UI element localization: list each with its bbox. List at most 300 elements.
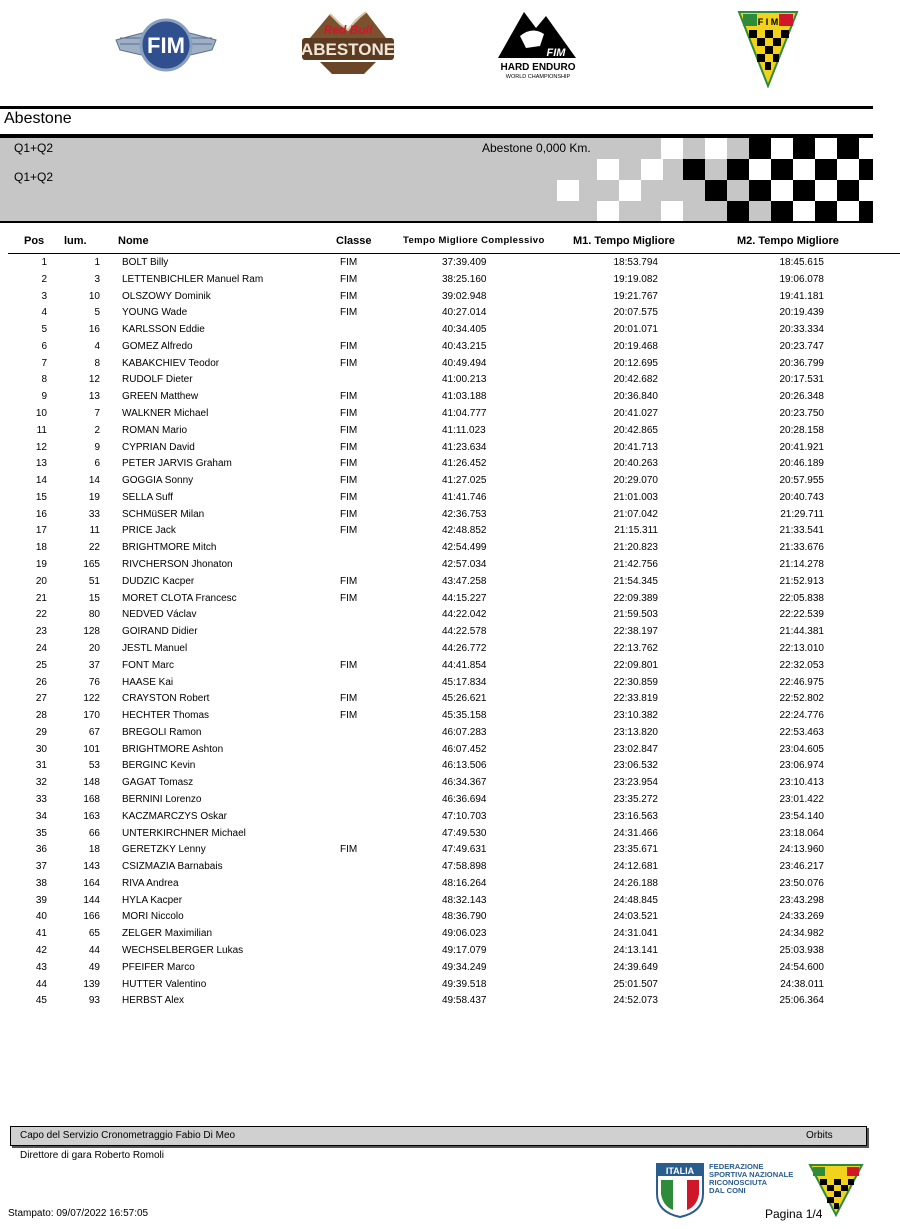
rider-name-cell: SCHMüSER Milan <box>122 508 205 520</box>
pos-cell: 13 <box>35 458 47 470</box>
number-cell: 22 <box>88 542 100 554</box>
m1-best-cell: 20:42.865 <box>613 424 658 436</box>
pos-cell: 16 <box>35 508 47 520</box>
pos-cell: 28 <box>35 710 47 722</box>
best-total-cell: 44:22.578 <box>442 626 487 638</box>
m1-best-cell: 24:52.073 <box>613 995 658 1007</box>
pos-cell: 36 <box>35 844 47 856</box>
m1-best-cell: 20:41.027 <box>613 408 658 420</box>
rider-name-cell: SELLA Suff <box>122 491 173 503</box>
rider-name-cell: UNTERKIRCHNER Michael <box>122 827 246 839</box>
number-cell: 165 <box>83 559 100 571</box>
m2-best-cell: 24:54.600 <box>779 961 824 973</box>
table-row <box>0 473 900 490</box>
abestone-logo <box>300 8 396 78</box>
table-row <box>0 607 900 624</box>
best-total-cell: 42:36.753 <box>442 508 487 520</box>
m1-best-cell: 24:12.681 <box>613 861 658 873</box>
rider-name-cell: GERETZKY Lenny <box>122 844 206 856</box>
m2-best-cell: 22:24.776 <box>779 710 824 722</box>
m2-best-cell: 23:54.140 <box>779 810 824 822</box>
pos-cell: 3 <box>41 290 47 302</box>
number-cell: 4 <box>94 340 100 352</box>
best-total-cell: 45:35.158 <box>442 710 487 722</box>
rider-name-cell: HUTTER Valentino <box>122 978 207 990</box>
m1-best-cell: 22:09.801 <box>613 659 658 671</box>
rider-name-cell: HERBST Alex <box>122 995 185 1007</box>
best-total-cell: 41:00.213 <box>442 374 487 386</box>
rider-name-cell: GREEN Matthew <box>122 391 199 403</box>
best-total-cell: 46:07.452 <box>442 743 487 755</box>
class-cell: FIM <box>340 273 358 285</box>
table-row <box>0 675 900 692</box>
best-total-cell: 42:54.499 <box>442 542 487 554</box>
number-cell: 37 <box>88 659 100 671</box>
rider-name-cell: PETER JARVIS Graham <box>122 458 232 470</box>
number-cell: 164 <box>83 877 100 889</box>
class-cell: FIM <box>340 710 358 722</box>
best-total-cell: 41:04.777 <box>442 408 487 420</box>
m1-best-cell: 22:13.762 <box>613 642 658 654</box>
best-total-cell: 47:49.530 <box>442 827 487 839</box>
table-row <box>0 557 900 574</box>
rider-name-cell: BRIGHTMORE Mitch <box>122 542 217 554</box>
best-total-cell: 48:16.264 <box>442 877 487 889</box>
number-cell: 163 <box>83 810 100 822</box>
m2-best-cell: 21:14.278 <box>779 559 824 571</box>
number-cell: 65 <box>88 928 100 940</box>
pos-cell: 37 <box>35 861 47 873</box>
best-total-cell: 41:03.188 <box>442 391 487 403</box>
m2-best-cell: 21:33.676 <box>779 542 824 554</box>
number-cell: 80 <box>88 609 100 621</box>
rider-name-cell: NEDVED Václav <box>122 609 197 621</box>
pos-cell: 4 <box>41 307 47 319</box>
m1-best-cell: 23:35.671 <box>613 844 658 856</box>
m1-best-cell: 20:29.070 <box>613 475 658 487</box>
class-cell: FIM <box>340 575 358 587</box>
rider-name-cell: WECHSELBERGER Lukas <box>122 944 244 956</box>
pos-cell: 41 <box>35 928 47 940</box>
table-row <box>0 809 900 826</box>
pos-cell: 40 <box>35 911 47 923</box>
table-row <box>0 389 900 406</box>
m2-best-cell: 23:50.076 <box>779 877 824 889</box>
session-label-2: Q1+Q2 <box>14 170 54 184</box>
m2-best-cell: 19:06.078 <box>779 273 824 285</box>
m2-best-cell: 23:43.298 <box>779 894 824 906</box>
rider-name-cell: JESTL Manuel <box>122 642 188 654</box>
m2-best-cell: 20:41.921 <box>779 441 824 453</box>
m2-best-cell: 24:34.982 <box>779 928 824 940</box>
m2-best-cell: 20:33.334 <box>779 324 824 336</box>
best-total-cell: 46:34.367 <box>442 777 487 789</box>
class-cell: FIM <box>340 408 358 420</box>
best-total-cell: 45:17.834 <box>442 676 487 688</box>
svg-text:ITALIA: ITALIA <box>665 1166 695 1176</box>
col-header-num: lum. <box>64 235 87 247</box>
rider-name-cell: PRICE Jack <box>122 525 176 537</box>
best-total-cell: 40:34.405 <box>442 324 487 336</box>
number-cell: 51 <box>88 575 100 587</box>
m1-best-cell: 21:01.003 <box>613 491 658 503</box>
class-cell: FIM <box>340 525 358 537</box>
page-number: Pagina 1/4 <box>765 1207 823 1221</box>
pos-cell: 22 <box>35 609 47 621</box>
pos-cell: 42 <box>35 944 47 956</box>
m1-best-cell: 20:19.468 <box>613 340 658 352</box>
m2-best-cell: 21:33.541 <box>779 525 824 537</box>
number-cell: 148 <box>83 777 100 789</box>
pos-cell: 21 <box>35 592 47 604</box>
table-row <box>0 893 900 910</box>
number-cell: 11 <box>89 525 100 537</box>
m2-best-cell: 25:06.364 <box>779 995 824 1007</box>
m2-best-cell: 23:46.217 <box>779 861 824 873</box>
class-cell: FIM <box>340 475 358 487</box>
m2-best-cell: 20:23.750 <box>779 408 824 420</box>
best-total-cell: 46:13.506 <box>442 760 487 772</box>
rider-name-cell: KARLSSON Eddie <box>122 324 205 336</box>
rider-name-cell: RIVA Andrea <box>122 877 179 889</box>
coni-line-3: RICONOSCIUTA <box>709 1178 768 1187</box>
m2-best-cell: 20:57.955 <box>779 475 824 487</box>
hard-enduro-logo <box>488 6 588 80</box>
best-total-cell: 49:06.023 <box>442 928 487 940</box>
number-cell: 6 <box>94 458 100 470</box>
m1-best-cell: 24:31.466 <box>613 827 658 839</box>
rider-name-cell: CRAYSTON Robert <box>122 693 210 705</box>
pos-cell: 1 <box>41 257 47 268</box>
pos-cell: 39 <box>35 894 47 906</box>
m2-best-cell: 22:32.053 <box>779 659 824 671</box>
circuit-label: Abestone 0,000 Km. <box>482 141 591 155</box>
best-total-cell: 47:49.631 <box>442 844 487 856</box>
rider-name-cell: RIVCHERSON Jhonaton <box>122 559 233 571</box>
m1-best-cell: 24:31.041 <box>613 928 658 940</box>
number-cell: 33 <box>88 508 100 520</box>
number-cell: 3 <box>94 273 100 285</box>
m1-best-cell: 21:15.311 <box>614 525 658 537</box>
m2-best-cell: 20:40.743 <box>779 491 824 503</box>
pos-cell: 20 <box>35 575 47 587</box>
number-cell: 139 <box>83 978 100 990</box>
rider-name-cell: GAGAT Tomasz <box>122 777 194 789</box>
pos-cell: 32 <box>35 777 47 789</box>
table-row <box>0 423 900 440</box>
class-cell: FIM <box>340 391 358 403</box>
table-row <box>0 775 900 792</box>
best-total-cell: 47:58.898 <box>442 861 487 873</box>
m1-best-cell: 21:54.345 <box>613 575 658 587</box>
m2-best-cell: 24:13.960 <box>779 844 824 856</box>
number-cell: 122 <box>83 693 100 705</box>
rider-name-cell: HYLA Kacper <box>122 894 183 906</box>
pos-cell: 14 <box>35 475 47 487</box>
best-total-cell: 44:22.042 <box>442 609 487 621</box>
best-total-cell: 43:47.258 <box>442 575 487 587</box>
rider-name-cell: KABAKCHIEV Teodor <box>122 357 220 369</box>
m2-best-cell: 24:33.269 <box>779 911 824 923</box>
rider-name-cell: GOMEZ Alfredo <box>122 340 193 352</box>
svg-text:WORLD CHAMPIONSHIP: WORLD CHAMPIONSHIP <box>505 74 571 80</box>
class-cell: FIM <box>340 592 358 604</box>
m1-best-cell: 21:59.503 <box>613 609 658 621</box>
table-row <box>0 742 900 759</box>
rider-name-cell: BERGINC Kevin <box>122 760 196 772</box>
best-total-cell: 37:39.409 <box>442 257 487 268</box>
rider-name-cell: GOIRAND Didier <box>122 626 198 638</box>
table-row <box>0 708 900 725</box>
best-total-cell: 49:34.249 <box>442 961 487 973</box>
m1-best-cell: 22:30.859 <box>613 676 658 688</box>
number-cell: 10 <box>88 290 100 302</box>
table-row <box>0 792 900 809</box>
number-cell: 44 <box>88 944 100 956</box>
coni-line-4: DAL CONI <box>709 1186 746 1195</box>
m1-best-cell: 23:02.847 <box>613 743 658 755</box>
number-cell: 144 <box>83 894 100 906</box>
pos-cell: 7 <box>41 357 47 369</box>
table-row <box>0 255 900 272</box>
number-cell: 168 <box>83 793 100 805</box>
table-row <box>0 490 900 507</box>
class-cell: FIM <box>340 659 358 671</box>
number-cell: 8 <box>94 357 100 369</box>
table-row <box>0 691 900 708</box>
rider-name-cell: ZELGER Maximilian <box>122 928 213 940</box>
number-cell: 166 <box>83 911 100 923</box>
rider-name-cell: CSIZMAZIA Barnabais <box>122 861 223 873</box>
pos-cell: 26 <box>35 676 47 688</box>
number-cell: 19 <box>88 491 100 503</box>
number-cell: 20 <box>88 642 100 654</box>
best-total-cell: 40:49.494 <box>442 357 487 369</box>
pos-cell: 38 <box>35 877 47 889</box>
header-rule <box>8 253 900 254</box>
race-director: Direttore di gara Roberto Romoli <box>20 1150 164 1161</box>
pos-cell: 5 <box>41 324 47 336</box>
number-cell: 7 <box>94 408 100 420</box>
best-total-cell: 44:41.854 <box>442 659 487 671</box>
best-total-cell: 44:26.772 <box>442 642 487 654</box>
m2-best-cell: 19:41.181 <box>779 290 824 302</box>
pos-cell: 33 <box>35 793 47 805</box>
m1-best-cell: 25:01.507 <box>613 978 658 990</box>
best-total-cell: 42:48.852 <box>442 525 487 537</box>
best-total-cell: 49:39.518 <box>442 978 487 990</box>
rider-name-cell: MORET CLOTA Francesc <box>122 592 237 604</box>
m2-best-cell: 20:17.531 <box>779 374 824 386</box>
best-total-cell: 49:58.437 <box>442 995 487 1007</box>
best-total-cell: 47:10.703 <box>442 810 487 822</box>
table-row <box>0 876 900 893</box>
m2-best-cell: 21:52.913 <box>779 575 824 587</box>
band-bottom-rule <box>0 221 873 223</box>
number-cell: 15 <box>88 592 100 604</box>
class-cell: FIM <box>340 257 358 268</box>
coni-line-1: FEDERAZIONE <box>709 1162 764 1171</box>
m1-best-cell: 18:53.794 <box>613 257 658 268</box>
col-header-m1: M1. Tempo Migliore <box>573 235 675 247</box>
number-cell: 9 <box>94 441 100 453</box>
table-row <box>0 960 900 977</box>
number-cell: 76 <box>88 676 100 688</box>
session-label-1: Q1+Q2 <box>14 141 54 155</box>
m2-best-cell: 20:36.799 <box>779 357 824 369</box>
number-cell: 2 <box>94 424 100 436</box>
number-cell: 5 <box>94 307 100 319</box>
table-row <box>0 540 900 557</box>
pos-cell: 2 <box>41 273 47 285</box>
m1-best-cell: 22:33.819 <box>613 693 658 705</box>
m1-best-cell: 20:36.840 <box>613 391 658 403</box>
table-row <box>0 305 900 322</box>
table-row <box>0 725 900 742</box>
number-cell: 128 <box>83 626 100 638</box>
best-total-cell: 42:57.034 <box>442 559 487 571</box>
table-row <box>0 909 900 926</box>
svg-text:FIM: FIM <box>147 33 185 58</box>
best-total-cell: 46:36.694 <box>442 793 487 805</box>
best-total-cell: 41:23.634 <box>442 441 487 453</box>
table-row <box>0 826 900 843</box>
checkered-flag <box>557 138 873 221</box>
m1-best-cell: 22:38.197 <box>613 626 658 638</box>
number-cell: 12 <box>88 374 100 386</box>
number-cell: 101 <box>83 743 100 755</box>
svg-text:FIM: FIM <box>546 47 566 59</box>
m2-best-cell: 23:10.413 <box>779 777 824 789</box>
timing-software: Orbits <box>806 1130 833 1141</box>
m1-best-cell: 24:39.649 <box>613 961 658 973</box>
table-row <box>0 507 900 524</box>
pos-cell: 6 <box>41 340 47 352</box>
best-total-cell: 48:36.790 <box>442 911 487 923</box>
pos-cell: 35 <box>35 827 47 839</box>
m2-best-cell: 20:28.158 <box>779 424 824 436</box>
table-row <box>0 993 900 1010</box>
rider-name-cell: PFEIFER Marco <box>122 961 195 973</box>
m1-best-cell: 24:03.521 <box>613 911 658 923</box>
best-total-cell: 38:25.160 <box>442 273 487 285</box>
rider-name-cell: BRIGHTMORE Ashton <box>122 743 224 755</box>
m2-best-cell: 21:29.711 <box>780 508 824 520</box>
table-row <box>0 758 900 775</box>
number-cell: 143 <box>83 861 100 873</box>
table-row <box>0 842 900 859</box>
rider-name-cell: GOGGIA Sonny <box>122 475 194 487</box>
table-row <box>0 289 900 306</box>
table-row <box>0 591 900 608</box>
table-row <box>0 372 900 389</box>
fmi-logo <box>737 8 799 88</box>
m2-best-cell: 20:19.439 <box>779 307 824 319</box>
m1-best-cell: 21:42.756 <box>613 559 658 571</box>
number-cell: 49 <box>88 961 100 973</box>
rider-name-cell: KACZMARCZYS Oskar <box>122 810 228 822</box>
table-row <box>0 272 900 289</box>
m2-best-cell: 22:52.802 <box>779 693 824 705</box>
table-row <box>0 859 900 876</box>
pos-cell: 18 <box>35 542 47 554</box>
number-cell: 13 <box>88 391 100 403</box>
m2-best-cell: 22:46.975 <box>779 676 824 688</box>
pos-cell: 15 <box>35 491 47 503</box>
number-cell: 1 <box>94 257 100 268</box>
rider-name-cell: RUDOLF Dieter <box>122 374 193 386</box>
pos-cell: 29 <box>35 726 47 738</box>
m1-best-cell: 22:09.389 <box>613 592 658 604</box>
print-timestamp: Stampato: 09/07/2022 16:57:05 <box>8 1208 149 1219</box>
pos-cell: 25 <box>35 659 47 671</box>
m2-best-cell: 22:13.010 <box>779 642 824 654</box>
m1-best-cell: 20:12.695 <box>613 357 658 369</box>
rider-name-cell: CYPRIAN David <box>122 441 195 453</box>
col-header-pos: Pos <box>24 235 45 247</box>
m1-best-cell: 23:35.272 <box>613 793 658 805</box>
m2-best-cell: 24:38.011 <box>780 978 824 990</box>
m2-best-cell: 18:45.615 <box>779 257 824 268</box>
best-total-cell: 44:15.227 <box>442 592 487 604</box>
rider-name-cell: DUDZIC Kacper <box>122 575 195 587</box>
rider-name-cell: HAASE Kai <box>122 676 174 688</box>
table-row <box>0 322 900 339</box>
coni-badge <box>655 1162 705 1218</box>
best-total-cell: 46:07.283 <box>442 726 487 738</box>
m2-best-cell: 23:01.422 <box>779 793 824 805</box>
table-row <box>0 977 900 994</box>
m2-best-cell: 23:04.605 <box>779 743 824 755</box>
m2-best-cell: 20:23.747 <box>779 340 824 352</box>
rider-name-cell: ROMAN Mario <box>122 424 188 436</box>
rider-name-cell: WALKNER Michael <box>122 408 209 420</box>
pos-cell: 10 <box>35 408 47 420</box>
best-total-cell: 41:26.452 <box>442 458 487 470</box>
m1-best-cell: 23:10.382 <box>613 710 658 722</box>
svg-text:F I M: F I M <box>757 17 779 27</box>
svg-text:Red Bull: Red Bull <box>323 23 373 37</box>
class-cell: FIM <box>340 844 358 856</box>
timekeeping-chief: Capo del Servizio Cronometraggio Fabio Di Meo <box>20 1130 236 1141</box>
pos-cell: 24 <box>35 642 47 654</box>
m1-best-cell: 24:26.188 <box>613 877 658 889</box>
m1-best-cell: 23:16.563 <box>613 810 658 822</box>
pos-cell: 34 <box>35 810 47 822</box>
class-cell: FIM <box>340 357 358 369</box>
pos-cell: 19 <box>35 559 47 571</box>
best-total-cell: 40:43.215 <box>442 340 487 352</box>
m1-best-cell: 23:06.532 <box>613 760 658 772</box>
m1-best-cell: 19:19.082 <box>613 273 658 285</box>
number-cell: 93 <box>88 995 100 1007</box>
table-row <box>0 339 900 356</box>
best-total-cell: 41:11.023 <box>442 424 486 436</box>
m2-best-cell: 23:06.974 <box>779 760 824 772</box>
m1-best-cell: 20:42.682 <box>613 374 658 386</box>
m1-best-cell: 24:48.845 <box>613 894 658 906</box>
best-total-cell: 48:32.143 <box>442 894 487 906</box>
class-cell: FIM <box>340 458 358 470</box>
rider-name-cell: OLSZOWY Dominik <box>122 290 211 302</box>
number-cell: 14 <box>88 475 100 487</box>
pos-cell: 43 <box>35 961 47 973</box>
rider-name-cell: BERNINI Lorenzo <box>122 793 202 805</box>
best-total-cell: 41:41.746 <box>442 491 487 503</box>
pos-cell: 27 <box>35 693 47 705</box>
m2-best-cell: 22:22.539 <box>779 609 824 621</box>
best-total-cell: 40:27.014 <box>442 307 487 319</box>
